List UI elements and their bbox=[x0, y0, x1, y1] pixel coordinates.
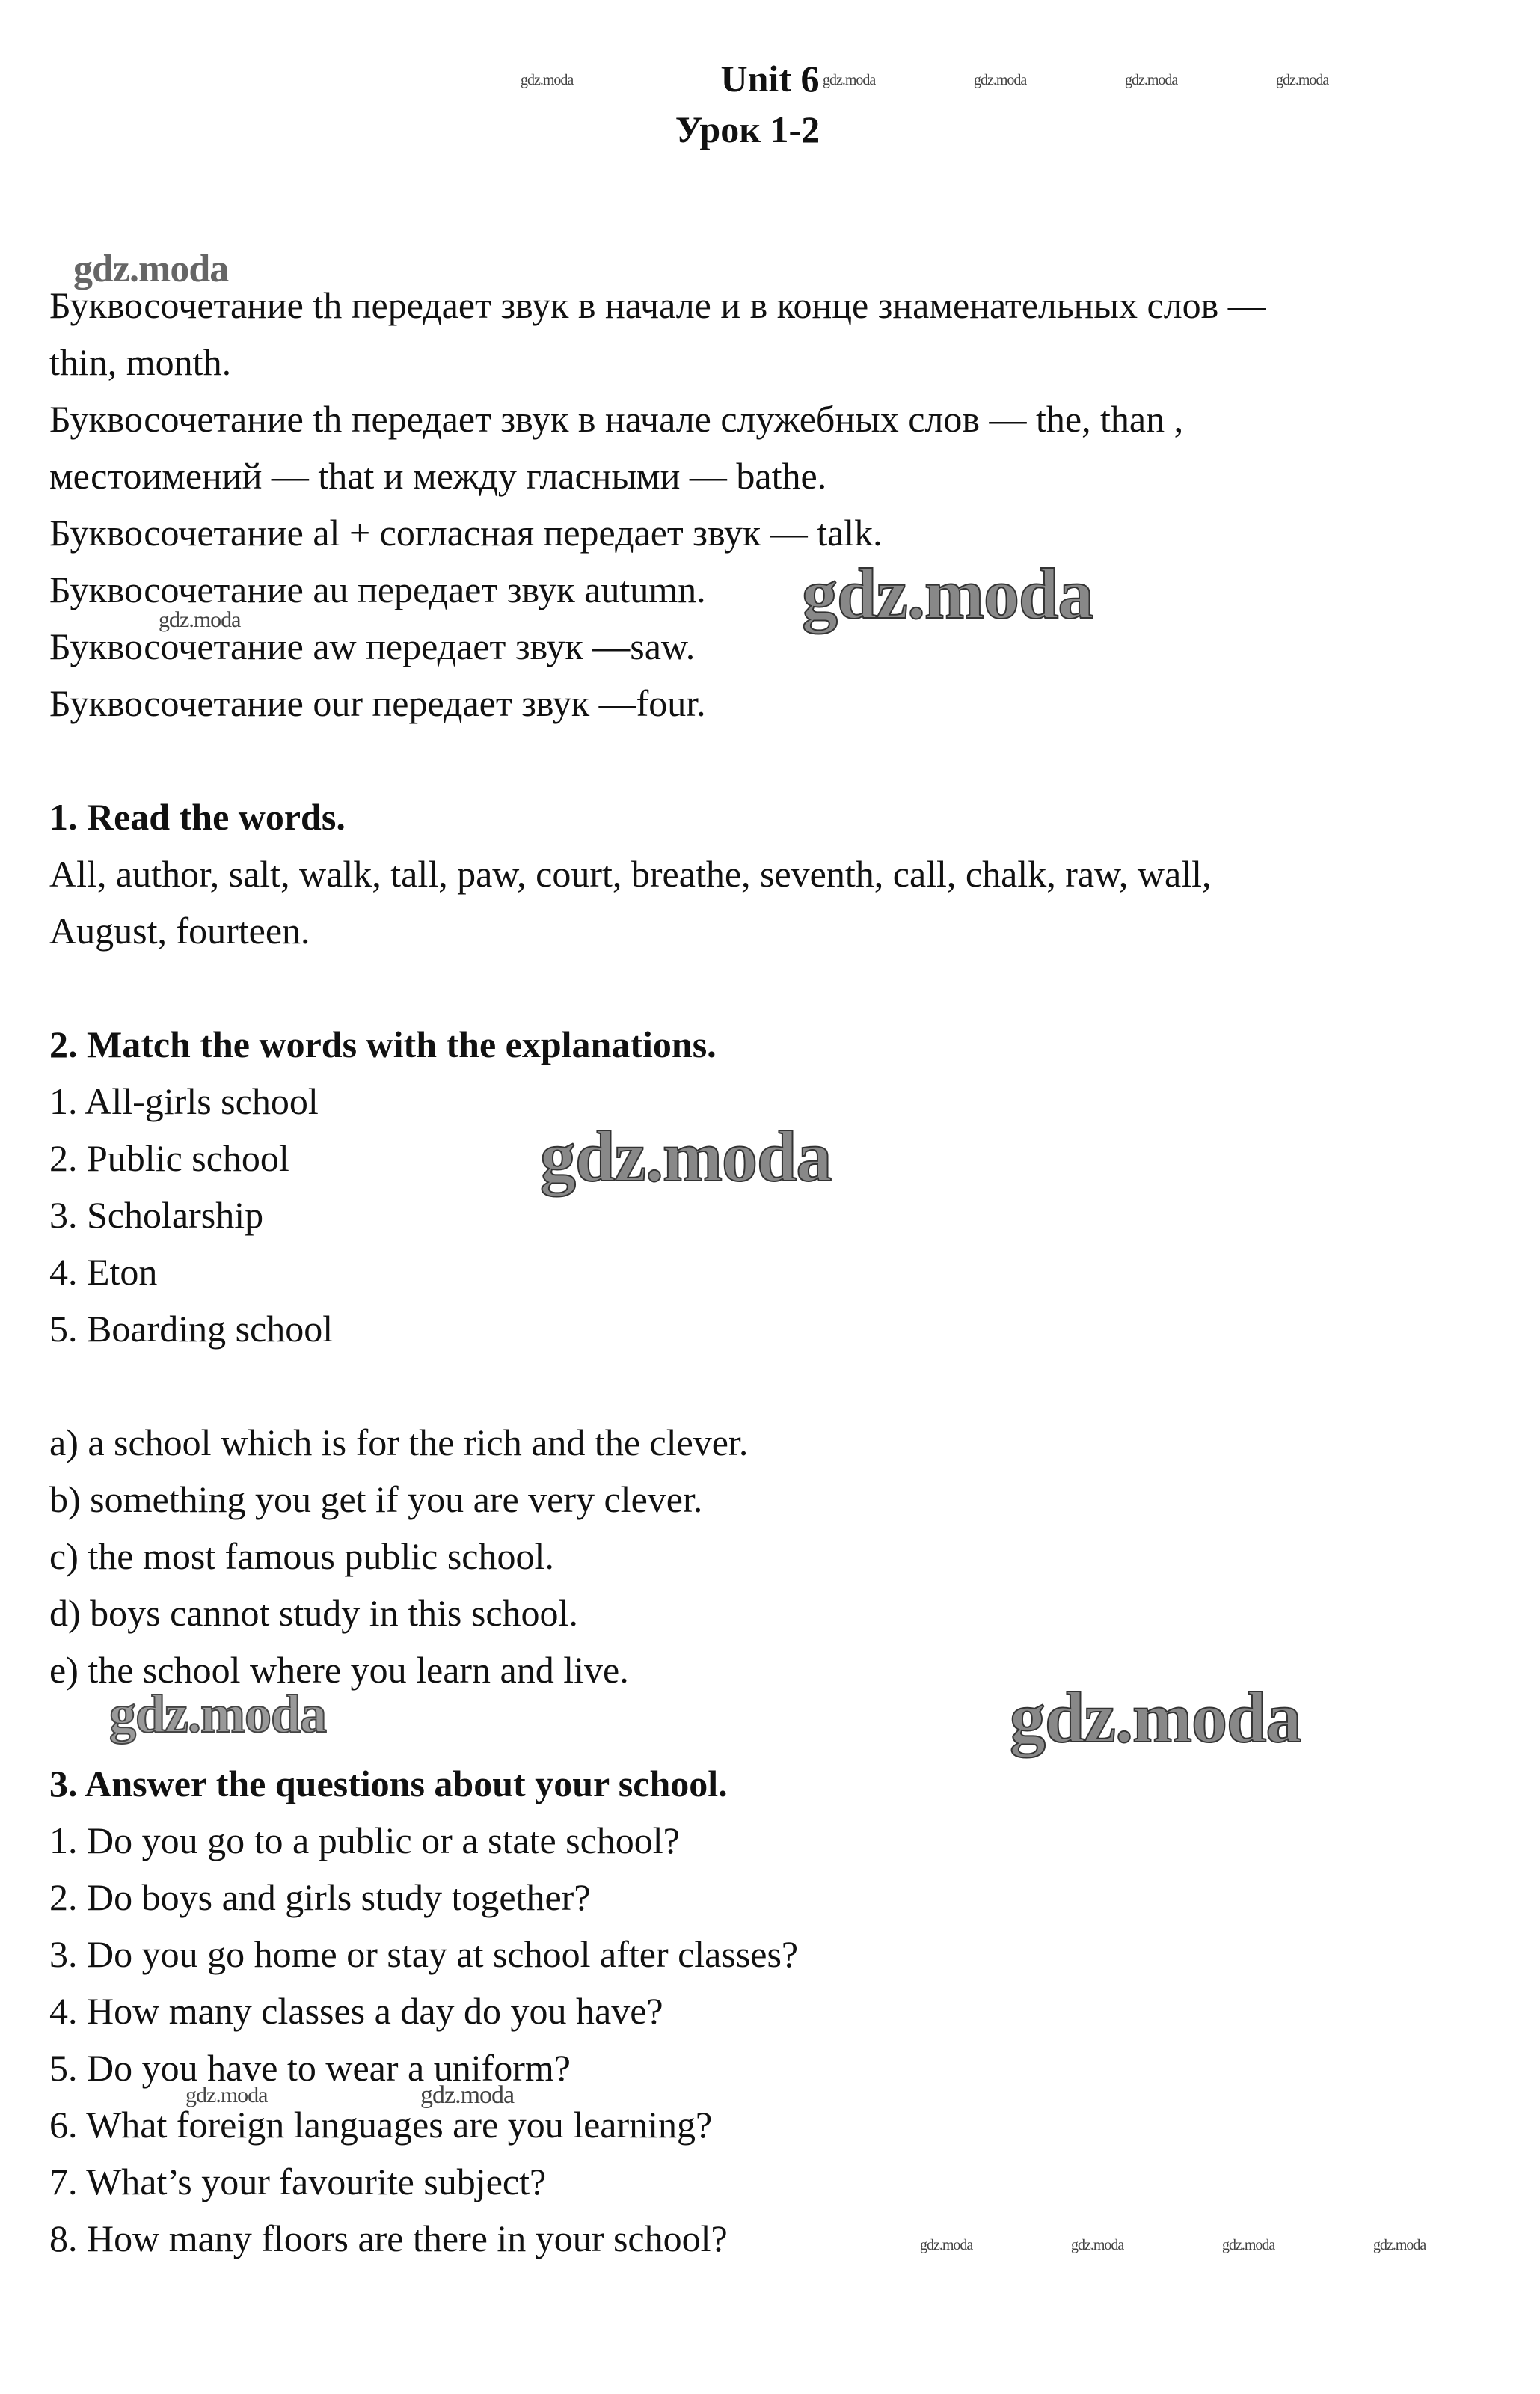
watermark: gdz.moda bbox=[185, 2083, 268, 2107]
intro-line: местоимений — that и между гласными — bathe. bbox=[49, 455, 827, 497]
match-word: 3. Scholarship bbox=[49, 1194, 264, 1236]
word-list-line: August, fourteen. bbox=[49, 910, 310, 952]
intro-line: Буквосочетание th передает звук в начале и в конце знаменательных слов — bbox=[49, 284, 1266, 326]
explanation: e) the school where you learn and live. bbox=[49, 1649, 629, 1691]
question: 6. What foreign languages are you learning? bbox=[49, 2104, 713, 2146]
watermark: gdz.moda bbox=[1222, 2237, 1275, 2253]
watermark: gdz.moda bbox=[1276, 72, 1329, 88]
document-body bbox=[49, 277, 1515, 2267]
watermark: gdz.moda bbox=[1010, 1677, 1301, 1757]
watermark: gdz.moda bbox=[823, 72, 876, 88]
watermark: gdz.moda bbox=[521, 72, 574, 88]
question: 8. How many floors are there in your school? bbox=[49, 2217, 728, 2259]
watermark: gdz.moda bbox=[540, 1116, 832, 1196]
question: 5. Do you have to wear a uniform? bbox=[49, 2047, 571, 2089]
watermark: gdz.moda bbox=[109, 1684, 327, 1744]
exercise-1-heading: 1. Read the words. bbox=[49, 796, 346, 838]
intro-line: Буквосочетание our передает звук —four. bbox=[49, 682, 706, 724]
intro-line: Буквосочетание th передает звук в начале служебных слов — the, than , bbox=[49, 398, 1184, 440]
question: 2. Do boys and girls study together? bbox=[49, 1876, 591, 1918]
lesson-subtitle: Урок 1-2 bbox=[675, 108, 820, 150]
intro-line: Буквосочетание au передает звук autumn. bbox=[49, 569, 706, 610]
question: 3. Do you go home or stay at school after classes? bbox=[49, 1933, 799, 1975]
watermark: gdz.moda bbox=[1071, 2237, 1124, 2253]
match-word: 5. Boarding school bbox=[49, 1308, 334, 1350]
exercise-2-heading: 2. Match the words with the explanations. bbox=[49, 1023, 717, 1065]
match-word: 1. All-girls school bbox=[49, 1080, 319, 1122]
watermark: gdz.moda bbox=[802, 554, 1093, 634]
watermark: gdz.moda bbox=[73, 248, 229, 290]
intro-line: Буквосочетание al + согласная передает звук — talk. bbox=[49, 512, 883, 554]
match-word: 2. Public school bbox=[49, 1137, 289, 1179]
explanation: c) the most famous public school. bbox=[49, 1535, 554, 1577]
word-list-line: All, author, salt, walk, tall, paw, court, breathe, seventh, call, chalk, raw, wall, bbox=[49, 853, 1212, 895]
watermark: gdz.moda bbox=[159, 607, 241, 632]
intro-line: Буквосочетание aw передает звук —saw. bbox=[49, 625, 696, 667]
question: 4. How many classes a day do you have? bbox=[49, 1990, 663, 2032]
watermark: gdz.moda bbox=[974, 72, 1027, 88]
watermark: gdz.moda bbox=[420, 2081, 515, 2109]
unit-title: Unit 6 bbox=[720, 58, 820, 100]
question: 7. What’s your favourite subject? bbox=[49, 2161, 547, 2202]
match-word: 4. Eton bbox=[49, 1251, 158, 1293]
explanation: d) boys cannot study in this school. bbox=[49, 1592, 578, 1634]
watermark: gdz.moda bbox=[920, 2237, 973, 2253]
watermark: gdz.moda bbox=[1125, 72, 1178, 88]
intro-line: thin, month. bbox=[49, 341, 232, 383]
explanation: a) a school which is for the rich and the clever. bbox=[49, 1421, 749, 1463]
explanation: b) something you get if you are very clever. bbox=[49, 1478, 703, 1520]
question: 1. Do you go to a public or a state school? bbox=[49, 1819, 680, 1861]
exercise-3-heading: 3. Answer the questions about your school. bbox=[49, 1763, 728, 1804]
watermark: gdz.moda bbox=[1373, 2237, 1426, 2253]
